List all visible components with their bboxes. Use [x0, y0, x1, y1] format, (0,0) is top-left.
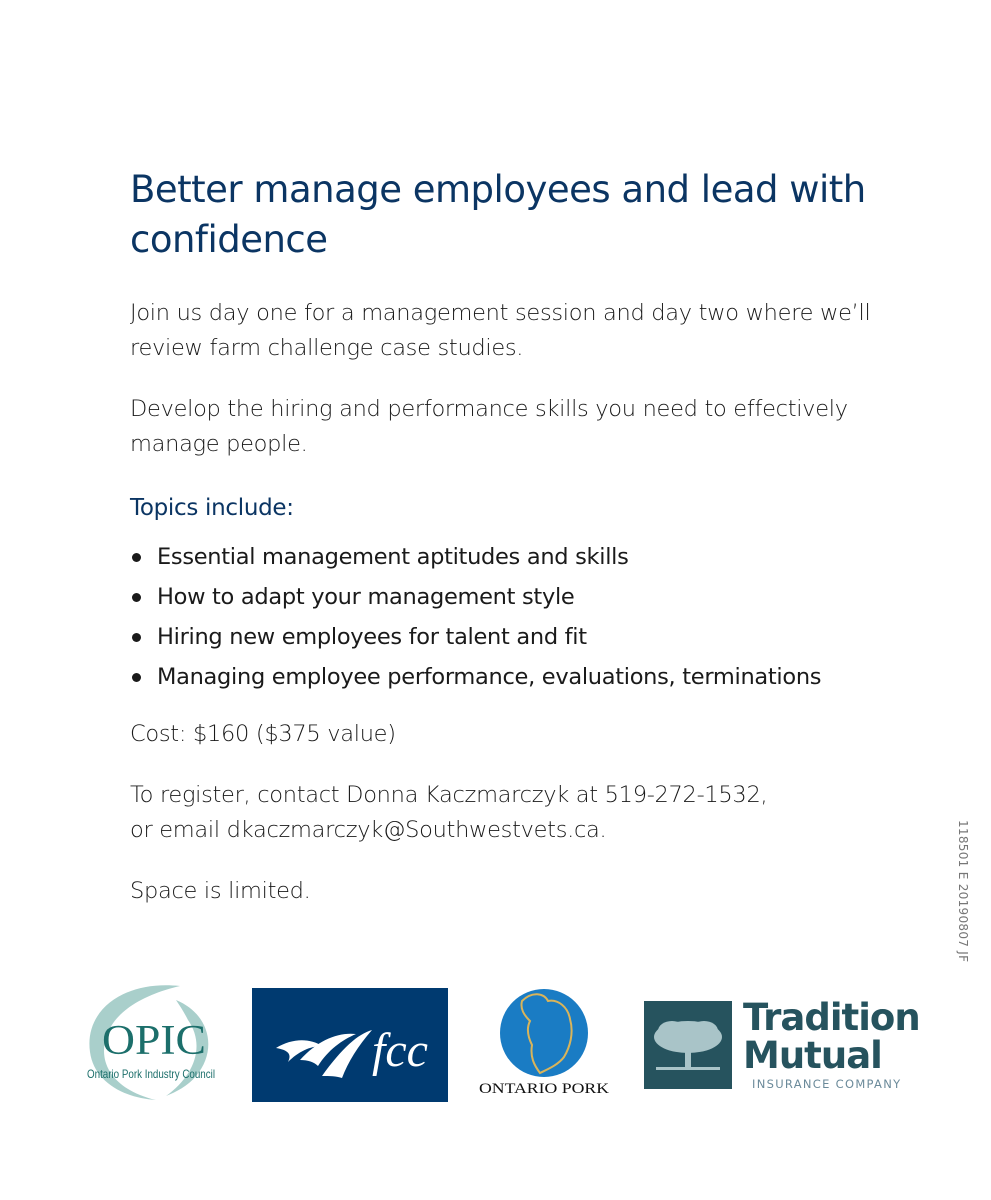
sponsor-logos — [0, 975, 991, 1115]
fcc-bird-icon — [252, 988, 448, 1102]
tree-badge — [644, 1001, 732, 1089]
bullet-icon — [132, 633, 141, 642]
ontario-pork-logo — [474, 985, 614, 1105]
develop-paragraph: Develop the hiring and performance skills you need to effectively manage people. — [130, 396, 848, 457]
flyer-content — [130, 165, 890, 909]
topic-item — [130, 537, 890, 577]
cost-text: Cost: $160 ($375 value) — [130, 721, 396, 747]
bullet-icon — [132, 553, 141, 562]
topic-item — [130, 657, 890, 697]
tradition-mutual-logo — [644, 997, 924, 1092]
register-line-2: or email dkaczmarczyk@Southwestvets.ca. — [130, 817, 607, 843]
topic-text: Hiring new employees for talent and fit — [157, 624, 587, 650]
opic-abbr: OPIC — [102, 1018, 206, 1064]
register-text — [130, 778, 890, 848]
opic-logo — [84, 980, 224, 1105]
bullet-icon — [132, 593, 141, 602]
mutual-word: Mutual — [743, 1034, 882, 1077]
intro-paragraph: Join us day one for a management session and day two where we’ll review farm challenge case studies. — [130, 300, 871, 361]
topic-item — [130, 617, 890, 657]
fcc-logo — [252, 988, 448, 1102]
topic-text: How to adapt your management style — [157, 584, 575, 610]
topic-text: Essential management aptitudes and skills — [157, 544, 629, 570]
print-code: 118501 E 20190807 JF — [956, 820, 970, 963]
topic-text: Managing employee performance, evaluations, terminations — [157, 664, 822, 690]
register-line-1: To register, contact Donna Kaczmarczyk at 519-272-1532, — [130, 782, 768, 808]
bullet-icon — [132, 673, 141, 682]
headline: Better manage employees and lead with confidence — [130, 168, 866, 261]
topics-heading: Topics include: — [130, 495, 294, 521]
topic-item — [130, 577, 890, 617]
opic-name: Ontario Pork Industry Council — [87, 1067, 215, 1081]
ontario-pork-name: ONTARIO PORK — [479, 1081, 610, 1097]
topics-list — [130, 537, 890, 697]
blue-circle-icon — [500, 989, 588, 1077]
fcc-text: fcc — [372, 1024, 428, 1077]
space-note: Space is limited. — [130, 878, 311, 904]
insurance-company-text: INSURANCE COMPANY — [752, 1077, 902, 1091]
tradition-word: Tradition — [743, 996, 920, 1039]
tree-icon — [644, 1001, 732, 1089]
